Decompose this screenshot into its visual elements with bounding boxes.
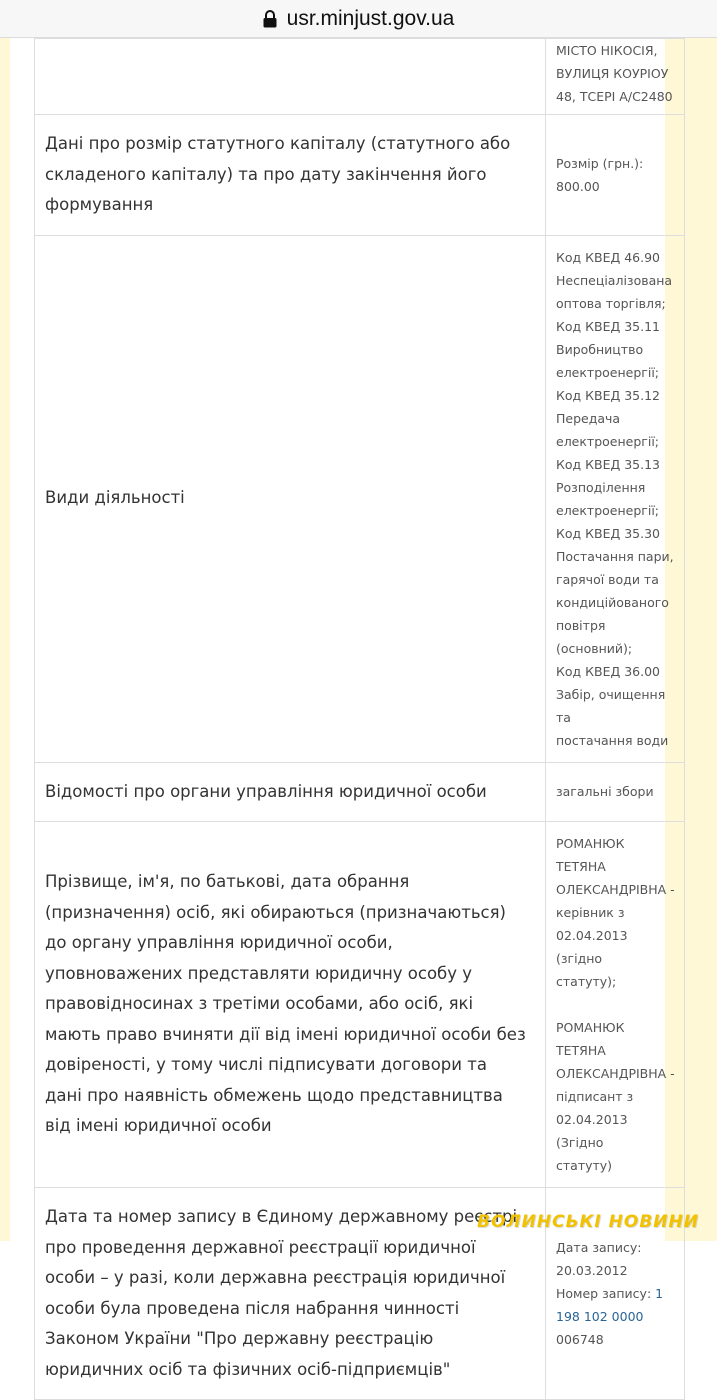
activities-value: Код КВЕД 46.90 Неспеціалізована оптова торгівля; Код КВЕД 35.11 Виробництво електроенергії; Код КВЕД 35.12 Передача електроенергії; Код КВЕД 35.13 Розподілення електроенергії; Код КВЕД 35.30 Постачання пари, гарячої води та кондиційованого повітря (основний); Код КВЕД 36.00 Забір, очищення та постачання води <box>556 249 674 748</box>
row-label: Види діяльності <box>35 235 546 762</box>
officers-value: РОМАНЮК ТЕТЯНА ОЛЕКСАНДРІВНА - керівник з 02.04.2013 (згідно статуту); РОМАНЮК ТЕТЯНА ОЛЕКСАНДРІВНА - підписант з 02.04.2013 (Згідно статуту) <box>556 836 675 1173</box>
row-label: Дата та номер запису в Єдиному державному реєстрі про проведення державної реєстрації юридичної особи – у разі, коли державна реєстрація юридичної особи була проведена після набрання чинності Законом України "Про державну реєстрацію юридичних осіб та фізичних осіб-підприємців" <box>35 1188 546 1400</box>
row-label: Дані про розмір статутного капіталу (статутного або складеного капіталу) та про дату закінчення його формування <box>35 115 546 236</box>
row-label: Прізвище, ім'я, по батькові, дата обрання (призначення) осіб, які обираються (призначаються) до органу управління юридичної особи, уповноважених представляти юридичну особу у правовідносинах з третіми особами, або осіб, які мають право вчиняти дії від імені юридичної особи без довіреності, у тому числі підписувати договори та дані про наявність обмежень щодо представництва від імені юридичної особи <box>35 822 546 1188</box>
record-number-value: Номер запису: 1 198 102 0000 006748 <box>556 1286 664 1347</box>
record-number-link[interactable]: 1 198 <box>556 1286 664 1324</box>
row-value <box>546 235 685 762</box>
row-value <box>546 822 685 1188</box>
table-row <box>35 822 685 1188</box>
watermark-logo: ВОЛИНСЬКІ НОВИНИ <box>477 1212 699 1232</box>
row-value <box>546 39 685 115</box>
table-row <box>35 39 685 115</box>
management-value: загальні збори <box>556 784 654 800</box>
address-value: МІСТО НІКОСІЯ, ВУЛИЦЯ КОУРІОУ 48, ТСЕРІ А/С2480 <box>556 43 673 104</box>
table-row <box>35 762 685 822</box>
table-row <box>35 235 685 762</box>
record-date-value: Дата запису: 20.03.2012 <box>556 1240 642 1278</box>
row-value <box>546 762 685 822</box>
url-text: usr.minjust.gov.ua <box>286 6 455 30</box>
registry-table <box>34 38 675 1400</box>
address-bar[interactable] <box>0 0 717 38</box>
table-row <box>35 115 685 236</box>
lock-icon <box>263 10 277 28</box>
capital-value: Розмір (грн.): 800.00 <box>556 155 644 194</box>
row-label: Відомості про органи управління юридичної особи <box>35 762 546 822</box>
page-margin-left <box>0 38 10 1241</box>
record-number-link[interactable]: 102 0000 <box>583 1309 644 1324</box>
row-label <box>35 39 546 115</box>
row-value <box>546 115 685 236</box>
